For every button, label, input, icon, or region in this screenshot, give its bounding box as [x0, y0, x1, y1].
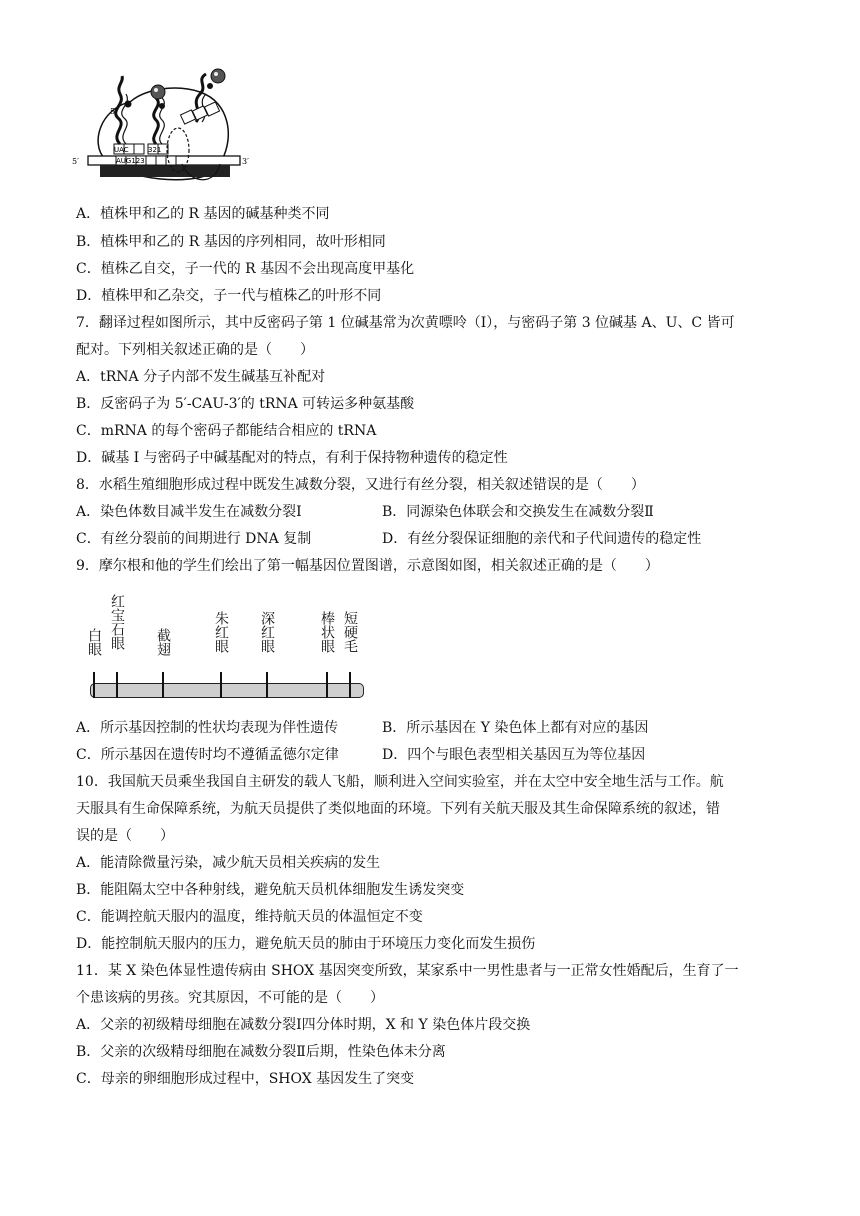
gene-label-white-eye: 白眼: [86, 628, 102, 656]
q11-option-c: C．母亲的卵细胞形成过程中，SHOX 基因发生了突变: [76, 1071, 415, 1087]
chromosome-bar: [90, 683, 364, 698]
q7-option-d: D．碱基 I 与密码子中碱基配对的特点，有利于保持物种遗传的稳定性: [76, 450, 508, 466]
trna-5prime-label: 5′: [110, 107, 117, 116]
gene-locus-tick: [326, 672, 328, 698]
q9-stem: 9．摩尔根和他的学生们绘出了第一幅基因位置图谱，示意图如图，相关叙述正确的是（ ）: [76, 558, 659, 574]
q8-option-d: D．有丝分裂保证细胞的亲代和子代间遗传的稳定性: [382, 531, 702, 547]
q6-option-a: A．植株甲和乙的 R 基因的碱基种类不同: [76, 206, 330, 222]
gene-label-carmine-eye: 深红眼: [259, 611, 275, 653]
gene-locus-tick: [266, 672, 268, 698]
q7-option-b: B．反密码子为 5′-CAU-3′的 tRNA 可转运多种氨基酸: [76, 396, 415, 412]
q10-option-b: B．能阻隔太空中各种射线，避免航天员机体细胞发生诱发突变: [76, 882, 465, 898]
q7-option-a: A．tRNA 分子内部不发生碱基互补配对: [76, 369, 326, 385]
q9-option-c: C．所示基因在遗传时均不遵循孟德尔定律: [76, 747, 339, 763]
q10-option-d: D．能控制航天服内的压力，避免航天员的肺由于环境压力变化而发生损伤: [76, 936, 536, 952]
anticodon-label: UAC: [114, 146, 129, 154]
gene-locus-tick: [349, 672, 351, 698]
gene-label-ruby-eye: 红宝石眼: [109, 594, 125, 650]
q8-stem: 8．水稻生殖细胞形成过程中既发生减数分裂，又进行有丝分裂，相关叙述错误的是（ ）: [76, 477, 645, 493]
gene-label-bar-eye: 棒状眼: [319, 611, 335, 653]
gene-label-vermilion-eye: 朱红眼: [213, 611, 229, 653]
q11-option-b: B．父亲的次级精母细胞在减数分裂Ⅱ后期，性染色体未分离: [76, 1044, 446, 1060]
q9-option-b: B．所示基因在 Y 染色体上都有对应的基因: [382, 720, 649, 736]
anticodon-number-label: 321: [148, 146, 162, 154]
gene-label-bobbed-bristle: 短硬毛: [342, 611, 358, 653]
q10-stem-3: 误的是（ ）: [76, 828, 174, 844]
mrna-3prime-label: 3′: [242, 157, 249, 166]
q8-option-c: C．有丝分裂前的间期进行 DNA 复制: [76, 531, 312, 547]
mrna-5prime-label: 5′: [72, 157, 79, 166]
gene-locus-tick: [116, 672, 118, 698]
translation-figure: [70, 64, 260, 204]
q8-option-a: A．染色体数目减半发生在减数分裂Ⅰ: [76, 504, 302, 520]
q9-option-a: A．所示基因控制的性状均表现为伴性遗传: [76, 720, 339, 736]
q8-option-b: B．同源染色体联会和交换发生在减数分裂Ⅱ: [382, 504, 654, 520]
q10-option-c: C．能调控航天服内的温度，维持航天员的体温恒定不变: [76, 909, 423, 925]
trna-middle: [154, 98, 159, 144]
q10-stem-1: 10．我国航天员乘坐我国自主研发的载人飞船，顺利进入空间实验室，并在太空中安全地生活与工作。航: [76, 774, 724, 790]
gene-locus-tick: [220, 672, 222, 698]
q11-option-a: A．父亲的初级精母细胞在减数分裂Ⅰ四分体时期，X 和 Y 染色体片段交换: [76, 1017, 531, 1033]
gene-label-cut-wing: 截翅: [155, 628, 171, 656]
gene-locus-tick: [93, 672, 95, 698]
q11-stem-1: 11．某 X 染色体显性遗传病由 SHOX 基因突变所致，某家系中一男性患者与一正常女性婚配后，生育了一: [76, 963, 739, 979]
q9-option-d: D．四个与眼色表型相关基因互为等位基因: [382, 747, 646, 763]
gene-locus-tick: [162, 672, 164, 698]
q7-stem-1: 7．翻译过程如图所示，其中反密码子第 1 位碱基常为次黄嘌呤（I），与密码子第 3 位碱基 A、U、C 皆可: [76, 315, 735, 331]
q11-stem-2: 个患该病的男孩。究其原因，不可能的是（ ）: [76, 990, 384, 1006]
q6-option-d: D．植株甲和乙杂交，子一代与植株乙的叶形不同: [76, 288, 382, 304]
q6-option-b: B．植株甲和乙的 R 基因的序列相同，故叶形相同: [76, 234, 386, 250]
q7-stem-2: 配对。下列相关叙述正确的是（ ）: [76, 342, 314, 358]
q10-stem-2: 天服具有生命保障系统，为航天员提供了类似地面的环境。下列有关航天服及其生命保障系统的叙述，错: [76, 801, 720, 817]
codon-label: AUG123: [116, 157, 145, 165]
amino-acid-ball: [151, 85, 165, 99]
q10-option-a: A．能清除微量污染，减少航天员相关疾病的发生: [76, 855, 381, 871]
q7-option-c: C．mRNA 的每个密码子都能结合相应的 tRNA: [76, 423, 377, 439]
q6-option-c: C．植株乙自交，子一代的 R 基因不会出现高度甲基化: [76, 261, 415, 277]
